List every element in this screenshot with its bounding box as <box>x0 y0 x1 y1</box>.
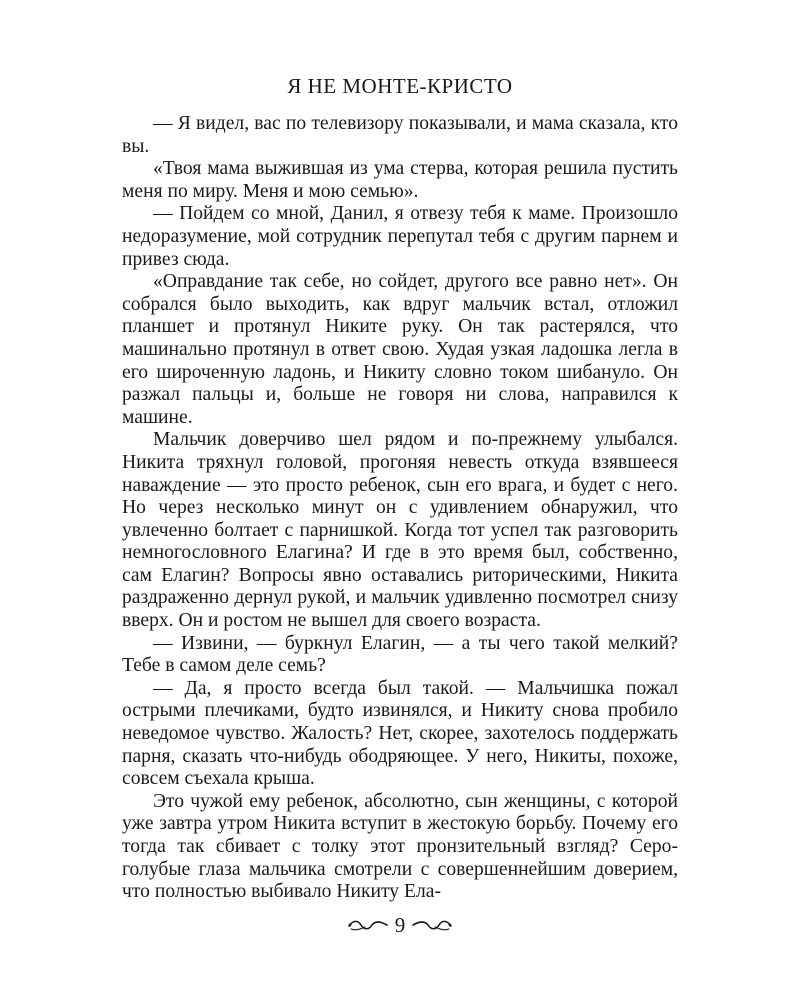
paragraph: — Да, я просто всегда был такой. — Мальчишка пожал острыми плечиками, будто извинялся, и Никиту снова пробило неведомое чувство. Жалость? Нет, скорее, захотелось поддержать парня, сказать что-нибудь ободряющее. У него, Никиты, похоже, совсем съехала крыша. <box>122 677 678 790</box>
swash-ornament-left-icon <box>347 917 389 933</box>
paragraph: Мальчик доверчиво шел рядом и по-прежнему улыбался. Никита тряхнул головой, прогоняя невесть откуда взявшееся наваждение — это просто ребенок, сын его врага, и будет с него. Но через несколько минут он с удивлением обнаружил, что увлеченно болтает с парнишкой. Когда тот успел так разговорить немногословного Елагина? И где в это время был, собственно, сам Елагин? Вопросы явно оставались риторическими, Никита раздраженно дернул рукой, и мальчик удивленно посмотрел снизу вверх. Он и ростом не вышел для своего возраста. <box>122 429 678 632</box>
paragraph: — Пойдем со мной, Данил, я отвезу тебя к маме. Произошло недоразумение, мой сотрудник перепутал тебя с другим парнем и привез сюда. <box>122 203 678 270</box>
paragraph: «Оправдание так себе, но сойдет, другого все равно нет». Он собрался было выходить, как вдруг мальчик встал, отложил планшет и протянул Никите руку. Он так растерялся, что машинально протянул в ответ свою. Худая узкая ладошка легла в его широченную ладонь, и Никиту словно током шибануло. Он разжал пальцы и, больше не говоря ни слова, направился к машине. <box>122 271 678 428</box>
paragraph: — Извини, — буркнул Елагин, — а ты чего такой мелкий? Тебе в самом деле семь? <box>122 632 678 677</box>
swash-ornament-right-icon <box>411 917 453 933</box>
running-head-title: Я НЕ МОНТЕ-КРИСТО <box>287 74 513 98</box>
body-text <box>122 113 678 904</box>
page-number: 9 <box>394 913 406 937</box>
page-folio <box>0 913 800 937</box>
paragraph: — Я видел, вас по телевизору показывали, и мама сказала, кто вы. <box>122 113 678 157</box>
paragraph: Это чужой ему ребенок, абсолютно, сын женщины, с которой уже завтра утром Никита вступит в жестокую борьбу. Почему его тогда так сбивает с толку этот пронзительный взгляд? Серо-голубые глаза мальчика смотрели с совершеннейшим доверием, что полностью выбивало Никиту Ела- <box>122 790 678 903</box>
paragraph: «Твоя мама выжившая из ума стерва, которая решила пустить меня по миру. Меня и мою семью». <box>122 158 678 202</box>
